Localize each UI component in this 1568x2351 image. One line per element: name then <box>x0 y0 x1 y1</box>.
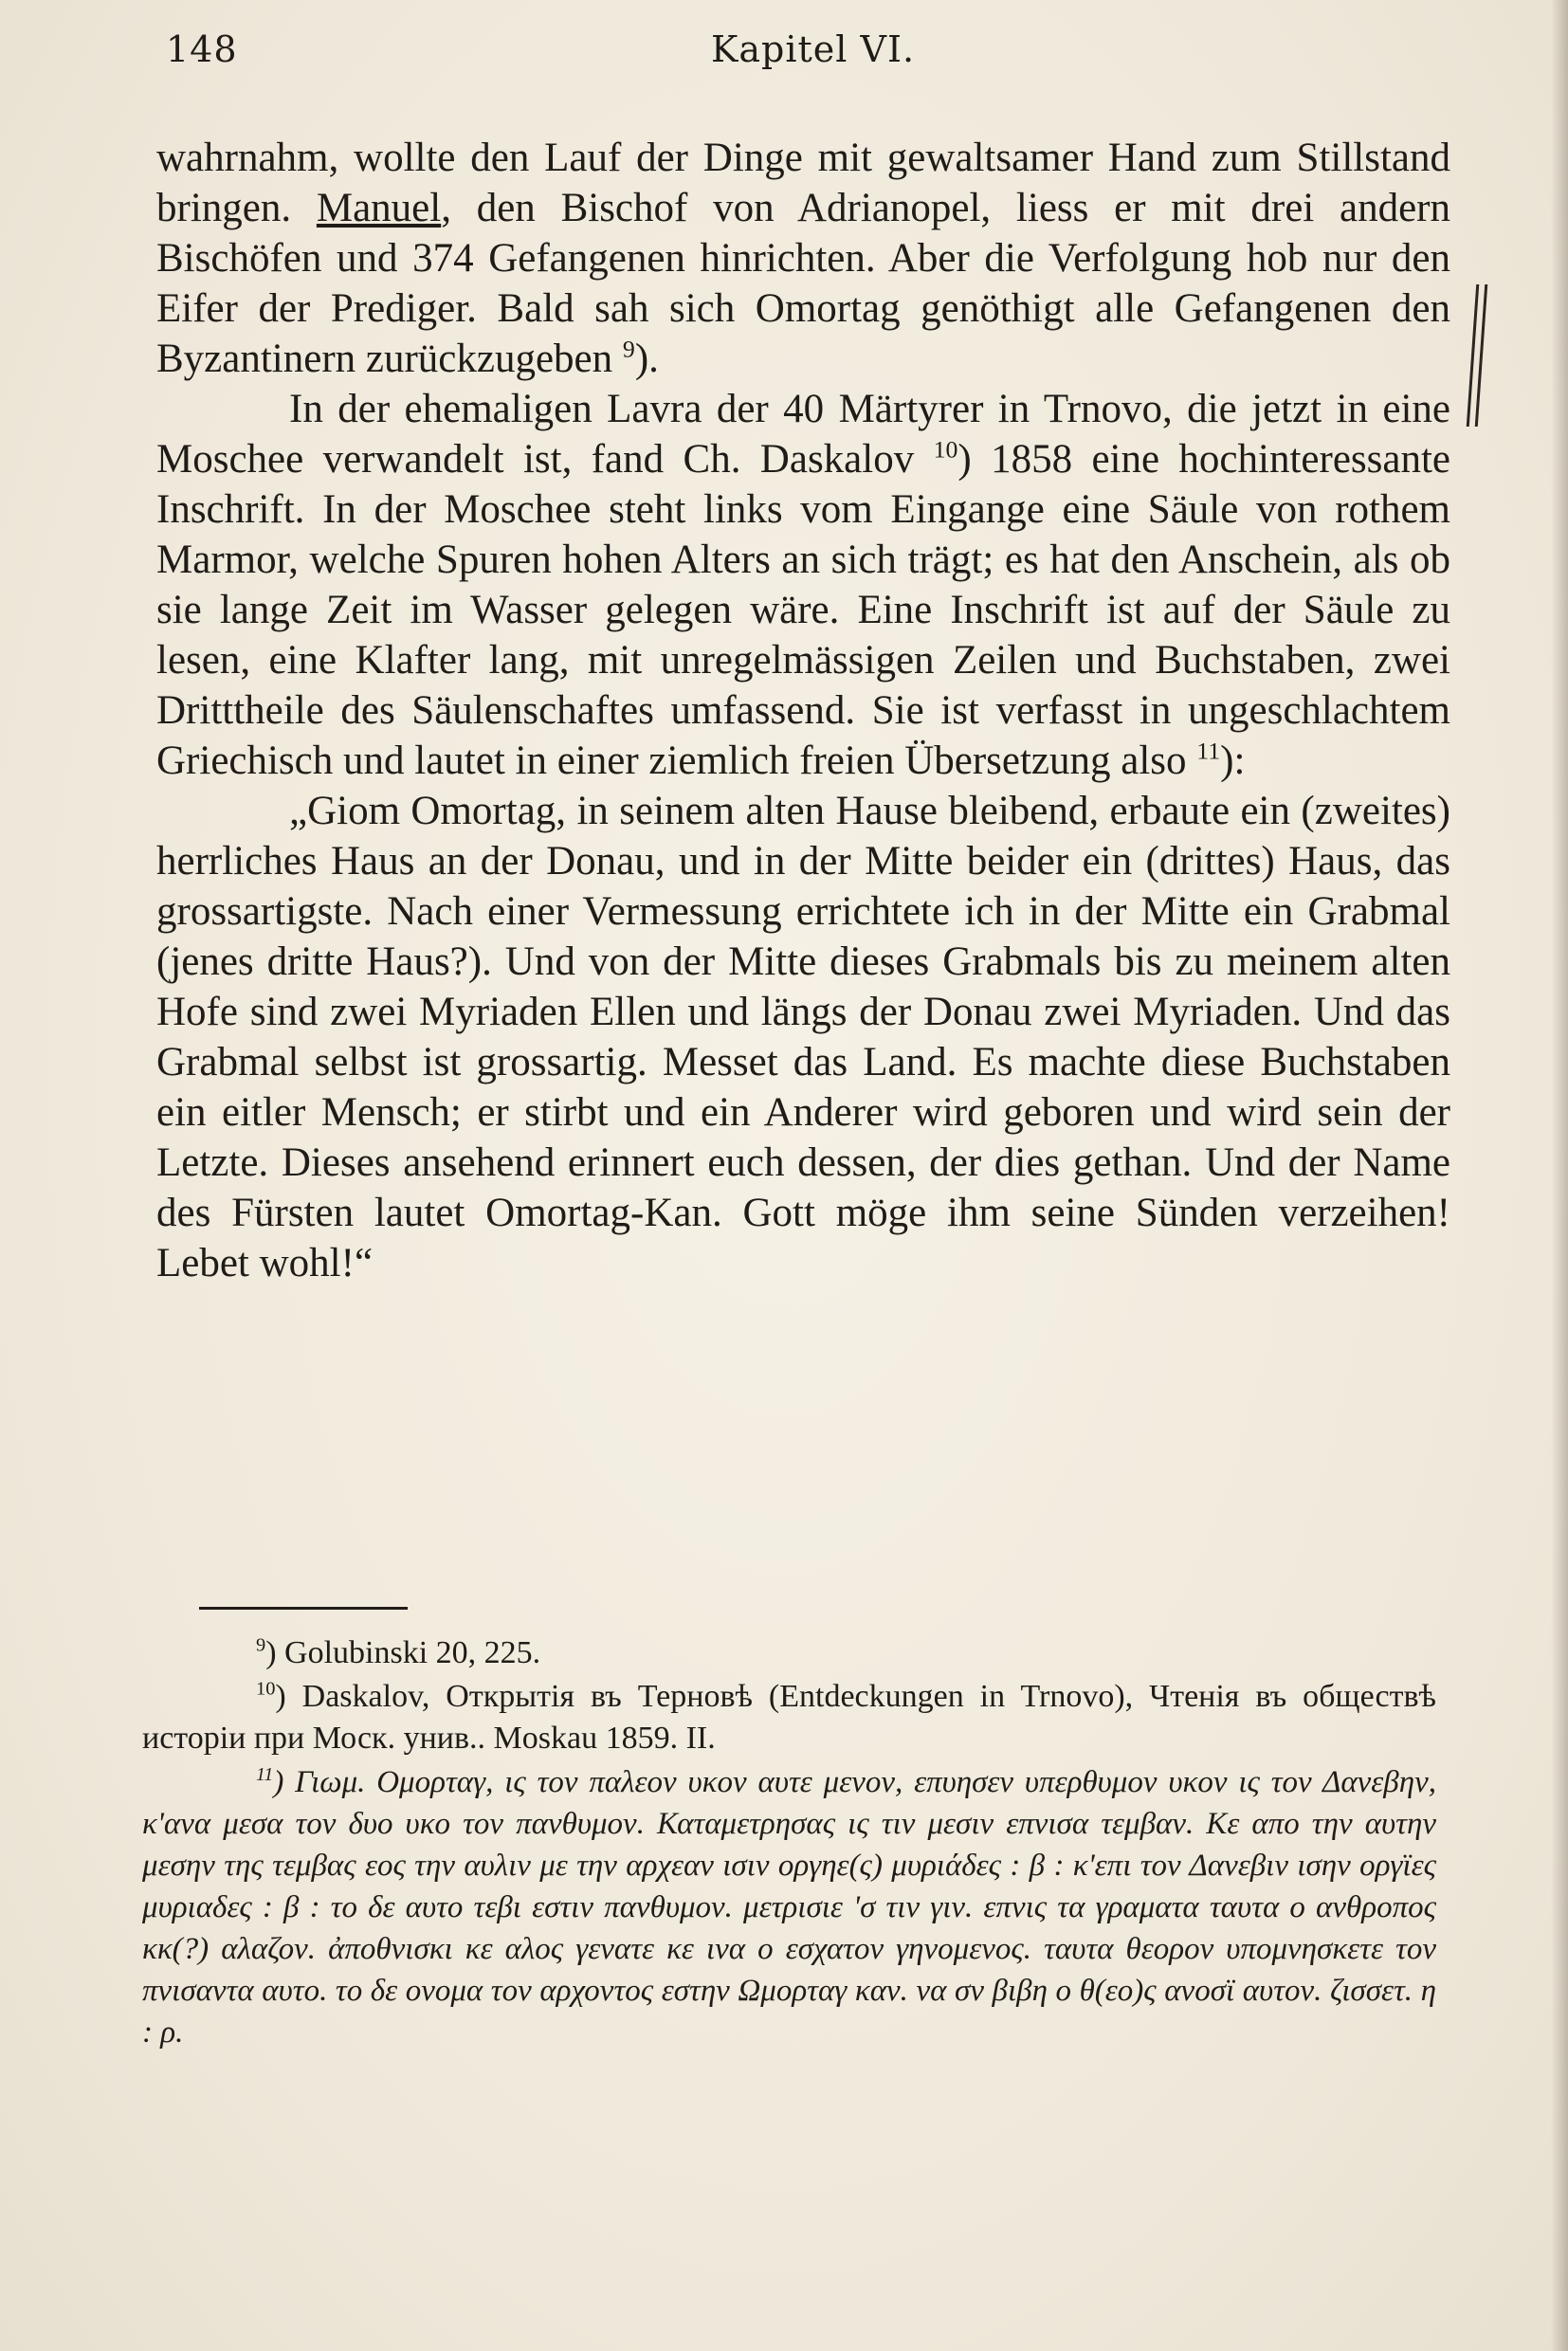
footnote-number: 11 <box>256 1764 274 1785</box>
paragraph-2 <box>156 384 1450 786</box>
footnote-text: ) Daskalov, Открытія въ Терновѣ (Entdeckungen in Trnovo), Чтенія въ обществѣ исторіи при Моск. унив.. Moskau 1859. II. <box>142 1679 1436 1756</box>
p1-text-end: ). <box>634 337 659 381</box>
footnotes <box>142 1632 1436 2055</box>
p1-underlined-name: Manuel <box>316 186 442 230</box>
page-edge-shadow <box>1551 0 1568 2351</box>
footnote-number: 10 <box>256 1678 276 1700</box>
running-title: Kapitel VI. <box>711 28 916 70</box>
margin-mark <box>1467 284 1487 427</box>
footnote-9 <box>142 1632 1436 1674</box>
footnote-ref-10: 10 <box>933 435 958 464</box>
footnote-11 <box>142 1761 1436 2053</box>
p2-text-c: ): <box>1220 738 1246 783</box>
footnote-text: ) Golubinski 20, 225. <box>265 1635 541 1670</box>
p2-text-b: ) 1858 eine hochinteressante Inschrift. In der Moschee steht links vom Eingange eine Säule von rothem Marmor, welche Spuren hohen Alters an sich trägt; es hat den Anschein, als ob sie lange Zeit im Wasser gelegen wäre. Eine Inschrift ist auf der Säule zu lesen, eine Klafter lang, mit unregelmässigen Zeilen und Buchstaben, zwei Dritttheile des Säulenschaftes umfassend. Sie ist verfasst in ungeschlachtem Griechisch und lautet in einer ziemlich freien Übersetzung also <box>156 437 1450 783</box>
page-number: 148 <box>166 28 238 70</box>
main-text <box>156 133 1450 1288</box>
paragraph-1 <box>156 133 1450 384</box>
p1-text-b: , den Bischof von Adrianopel, liess er mit drei andern Bischöfen und 374 Gefangenen hinrichten. Aber die Verfolgung hob nur den Eifer der Prediger. Bald sah sich Omortag genöthigt alle Gefangenen den Byzantinern zurückzugeben <box>156 186 1450 381</box>
footnote-number: 9 <box>256 1634 266 1656</box>
paragraph-3-quote: „Giom Omortag, in seinem alten Hause bleibend, erbaute ein (zweites) herrliches Haus an der Donau, und in der Mitte beider ein (drittes) Haus, das grossartigste. Nach einer Vermessung errichtete ich in der Mitte ein Grabmal (jenes dritte Haus?). Und von der Mitte dieses Grabmals bis zu meinem alten Hofe sind zwei Myriaden Ellen und längs der Donau zwei Myriaden. Und das Grabmal selbst ist grossartig. Messet das Land. Es machte diese Buchstaben ein eitler Mensch; er stirbt und ein Anderer wird geboren und wird sein der Letzte. Dieses ansehend erinnert euch dessen, der dies gethan. Und der Name des Fürsten lautet Omortag-Kan. Gott möge ihm seine Sünden verzeihen! Lebet wohl!“ <box>156 789 1450 1285</box>
page-header <box>166 28 1460 85</box>
footnote-ref-11: 11 <box>1196 737 1221 765</box>
footnote-rule <box>199 1607 408 1610</box>
footnote-10 <box>142 1676 1436 1759</box>
p1-text-a: wahrnahm, wollte den Lauf der Dinge mit gewaltsamer Hand zum Stillstand bringen. <box>156 136 1450 230</box>
p2-text-a: In der ehemaligen Lavra der 40 Märtyrer in Trnovo, die jetzt in eine Moschee verwandelt ist, fand Ch. Daskalov <box>156 387 1450 482</box>
footnote-text: ) Γιωμ. Ομορταγ, ις τον παλεον υκον αυτε μενον, επυησεν υπερθυμον υκον ις τον Δανεβην, κ'ανα μεσα τον δυο υκο τον πανθυμον. Καταμετρησας ις τιν μεσιν επνισα τεμβαν. Κε απο την αυτην μεσην της τεμβας εος την αυλιν με την αρχεαν ισιν οργηε(ς) μυριάδες : β : κ'επι τον Δανεβιν ισην οργϊες μυριαδες : β : το δε αυτο τεβι εστιν πανθυμον. μετρισιε 'σ τιν γιν. επνις τα γραματα ταυτα ο ανθροπος κκ(?) αλαζον. ἀποθνισκι κε αλος γενατε κε ινα ο εσχατον γηνομενος. ταυτα θεορον υπομνησκετε τον πνισαντα αυτο. το δε ονομα τον αρχοντος εστην Ωμορταγ καν. να σν βιβη ο θ(εο)ς ανοσϊ αυτον. ζισσετ. η : ρ. <box>142 1765 1436 2050</box>
footnote-ref-9: 9 <box>622 335 635 363</box>
